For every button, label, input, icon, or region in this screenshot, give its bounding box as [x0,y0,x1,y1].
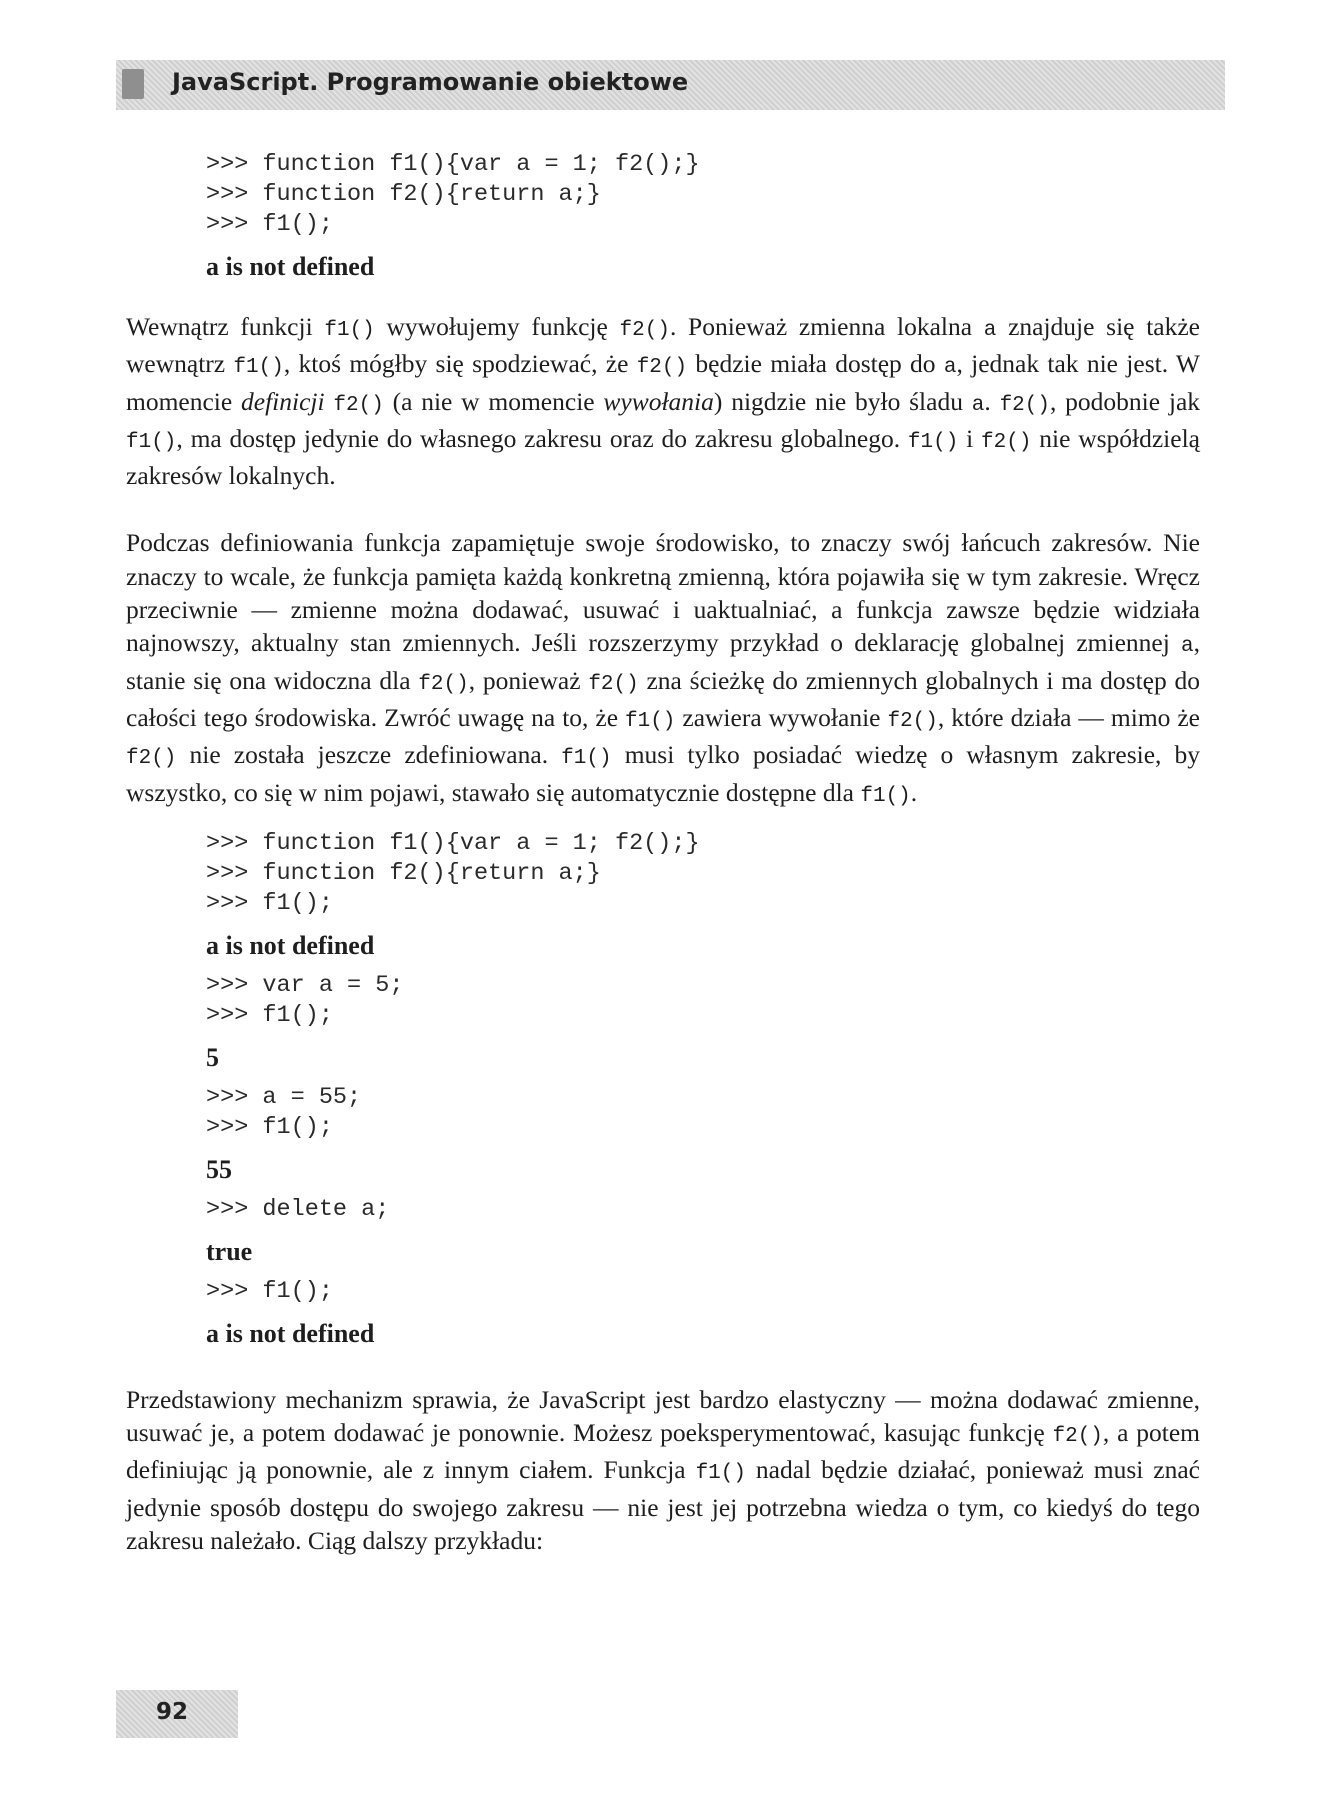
inline-code: f1() [126,430,177,454]
emphasis: wywołania [603,386,714,416]
text-run: nadal będzie działać, ponieważ musi znać jedynie sposób dostępu do swojego zakresu — nie jest jej potrzebna wiedza o tym, co kiedyś do tego zakresu należało. Ciąg dalszy przykładu: [126,1455,1200,1556]
inline-code: a [971,393,985,417]
inline-code: f2() [1052,1425,1103,1449]
inline-code: f1() [624,709,676,733]
console-output: a is not defined [206,1318,375,1348]
page-number-tab [116,1690,238,1738]
text-run: wywołujemy funkcję [374,312,620,341]
header-title: JavaScript. Programowanie obiektowe [172,68,689,96]
paragraph [126,526,1200,812]
text-run: ) nigdzie nie było śladu [713,386,972,416]
inline-code: f1() [695,1462,746,1486]
inline-code: a [943,356,957,380]
code-block [206,971,1200,1031]
text-run: nie została jeszcze zdefiniowana. [176,740,562,770]
console-output: a is not defined [206,930,375,960]
text-run: zna ścieżkę do zmiennych globalnych i ma dostęp do całości tego środowiska. Zwróć uwagę na to, że [126,665,1200,732]
code-line: >>> f1(); [206,1113,333,1141]
text-run: , które działa — mimo że [937,702,1201,732]
text-run: znajduje się także wewnątrz [126,312,1200,379]
emphasis: definicji [241,386,325,416]
header-marker [122,69,144,99]
code-line: >>> a = 55; [206,1083,362,1111]
code-line: >>> f1(); [206,1277,333,1305]
text-run: nie współdzielą zakresów lokalnych. [126,423,1200,491]
inline-code: f2() [981,430,1032,454]
text-run: Podczas definiowania funkcja zapamiętuje swoje środowisko, to znaczy swój łańcuch zakresów. Nie znaczy to wcale, że funkcja pamięta każdą konkretną zmienną, która pojawiła się w tym zakresie. Wręcz przeciwnie — zmienne można dodawać, usuwać i uaktualniać, a funkcja zawsze będzie widziała najnowszy, aktualny stan zmiennych. Jeśli rozszerzymy przykład o deklarację globalnej zmiennej [126,528,1200,658]
inline-code: f2() [588,672,639,696]
console-output: 55 [206,1154,232,1184]
code-line: >>> delete a; [206,1195,390,1223]
code-line: >>> var a = 5; [206,971,404,999]
code-line: >>> f1(); [206,889,333,917]
text-run: , jednak tak nie jest. W momencie [126,349,1200,416]
text-run: , a potem definiując ją ponownie, ale z innym ciałem. Funkcja [126,1418,1200,1485]
text-run: , ktoś mógłby się spodziewać, że [283,349,637,379]
code-block [206,1277,1200,1307]
code-block [206,1195,1200,1225]
inline-code: f1() [907,430,959,454]
text-run: , ponieważ [468,665,589,695]
text-run: . [984,386,1000,416]
inline-code: f1() [561,747,612,771]
page-number: 92 [156,1699,189,1725]
code-line: >>> f1(); [206,1001,333,1029]
console-output: a is not defined [206,252,375,281]
text-run: Przedstawiony mechanizm sprawia, że JavaScript jest bardzo elastyczny — można dodawać zmienne, usuwać je, a potem dodawać je ponownie. Możesz poeksperymentować, kasując funkcję [126,1384,1200,1448]
text-run: zawiera wywołanie [675,702,888,732]
inline-code: f2() [636,356,688,380]
inline-code: f2() [333,393,384,417]
console-output: 5 [206,1042,219,1072]
inline-code: f2() [418,672,469,696]
code-block [206,829,1200,919]
inline-code: f1() [324,319,375,342]
code-line: >>> f1(); [206,211,333,238]
text-run: . Ponieważ zmienna lokalna [669,312,984,341]
text-run: , ma dostęp jedynie do własnego zakresu oraz do zakresu globalnego. [176,423,908,453]
page-content [126,150,1200,1557]
code-line: >>> function f2(){return a;} [206,181,601,208]
inline-code: f1() [860,784,911,808]
text-run: , podobnie jak [1049,386,1201,416]
inline-code: f2() [619,319,670,342]
code-line: >>> function f1(){var a = 1; f2();} [206,151,700,178]
paragraph [126,310,1200,492]
inline-code: a [983,319,997,342]
text-run: będzie miała dostęp do [687,349,944,379]
inline-code: f2() [126,747,177,771]
code-line: >>> function f2(){return a;} [206,859,601,887]
code-block [206,1083,1200,1143]
paragraph [126,1383,1200,1557]
inline-code: f2() [887,709,938,733]
code-block [206,150,1200,240]
running-header [116,60,1225,110]
code-line: >>> function f1(){var a = 1; f2();} [206,829,700,857]
text-run: (a nie w momencie [383,386,604,416]
text-run: , stanie się ona widoczna dla [126,628,1200,695]
console-output: true [206,1236,253,1266]
inline-code: a [1181,635,1194,659]
text-run: Wewnątrz funkcji [126,312,325,341]
inline-code: f1() [233,356,284,380]
text-run: i [958,423,982,453]
inline-code: f2() [999,393,1050,417]
text-run: . [910,777,918,807]
text-run: musi tylko posiadać wiedzę o własnym zakresie, by wszystko, co się w nim pojawi, stawało się automatycznie dostępne dla [126,740,1200,807]
